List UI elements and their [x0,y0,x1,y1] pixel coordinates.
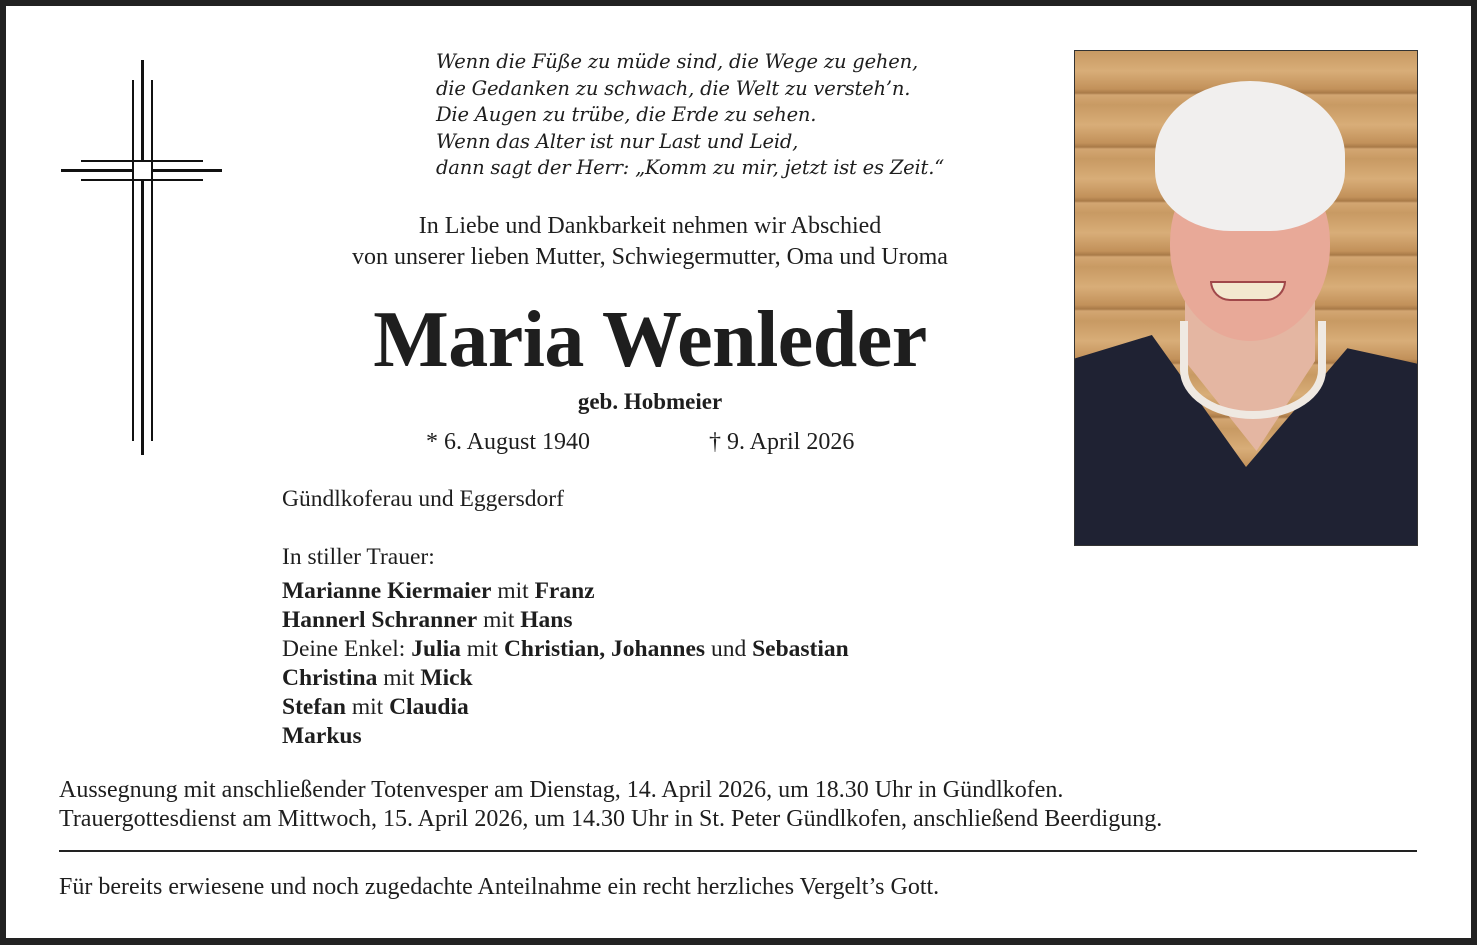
maiden-name: geb. Hobmeier [577,389,723,414]
poem-line: Die Augen zu trübe, die Erde zu sehen. [436,103,817,126]
intro-line-1: In Liebe und Dankbarkeit nehmen wir Abschied [418,213,882,239]
residence: Gündlkoferau und Eggersdorf [282,486,564,512]
mourner-connector: mit [477,607,521,633]
mourner-name: Marianne Kiermaier [282,578,492,604]
mourner-connector: mit [460,636,504,662]
birth-date: * 6. August 1940 [426,429,591,455]
mourner-name: Hans [520,607,573,633]
mourner-connector: mit [377,665,421,691]
poem-line: Wenn die Füße zu müde sind, die Wege zu gehen, [436,50,918,73]
thanks-text: Für bereits erwiesene und noch zugedachte Anteilnahme ein recht herzliches Vergelt’s Gott. [59,874,940,900]
mourners-list [282,577,849,751]
mourner-line [282,577,849,606]
mourner-name: Christian, Johannes [503,636,706,662]
mourner-name: Markus [282,723,362,749]
cross-icon [6,6,246,476]
portrait-photo [1074,50,1418,546]
service-line-2: Trauergottesdienst am Mittwoch, 15. April 2026, um 14.30 Uhr in St. Peter Gündlkofen, anschließend Beerdigung. [59,806,1163,832]
photo-hair [1155,81,1345,231]
mourner-name: Sebastian [752,636,849,662]
mourners-label: In stiller Trauer: [282,544,435,570]
poem [436,49,944,182]
mourner-line [282,664,849,693]
intro-line-2: von unserer lieben Mutter, Schwiegermutter, Oma und Uroma [352,243,948,270]
mourner-name: Stefan [282,694,346,720]
mourner-name: Hannerl Schranner [282,607,478,633]
obituary-card [6,6,1471,938]
poem-line: dann sagt der Herr: „Komm zu mir, jetzt ist es Zeit.“ [436,156,944,179]
photo-necklace [1180,321,1326,419]
mourner-connector: mit [345,694,390,720]
mourner-name: Julia [411,636,461,662]
mourner-line [282,722,849,751]
mourner-line [282,606,849,635]
mourner-connector: und [705,636,753,662]
deceased-name: Maria Wenleder [373,296,927,384]
poem-line: die Gedanken zu schwach, die Welt zu versteh’n. [436,76,911,100]
mourner-name: Christina [282,665,378,691]
mourner-connector: Deine Enkel: [282,636,412,662]
mourner-connector: mit [491,578,535,604]
photo-smile [1210,281,1286,301]
divider [59,850,1417,852]
intro-text [250,211,1050,272]
poem-line: Wenn das Alter ist nur Last und Leid, [436,129,799,153]
service-info [59,776,1162,834]
mourner-name: Franz [534,578,595,604]
mourner-name: Mick [420,665,473,691]
mourner-line [282,635,849,664]
mourner-name: Claudia [389,694,469,720]
death-date: † 9. April 2026 [709,429,855,455]
service-line-1: Aussegnung mit anschließender Totenvesper am Dienstag, 14. April 2026, um 18.30 Uhr in Gündlkofen. [59,777,1064,803]
mourner-line [282,693,849,722]
